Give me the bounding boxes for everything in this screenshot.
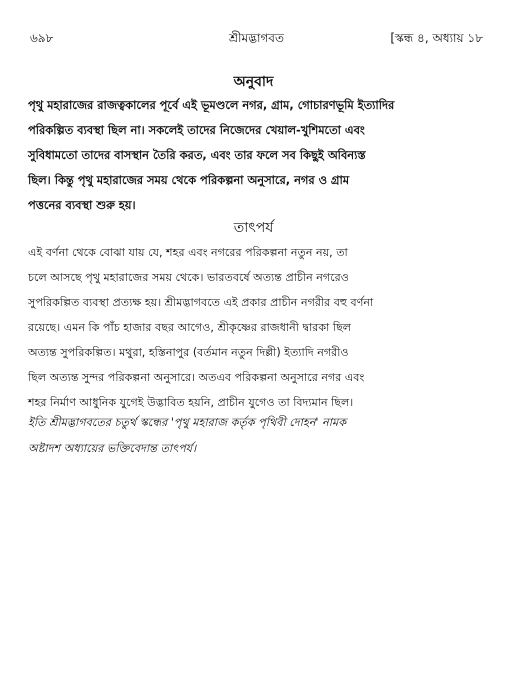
translation-line: পরিকল্পিত ব্যবস্থা ছিল না। সকলেই তাদের নিজেদের খেয়াল-খুশিমতো এবং [28, 123, 365, 137]
translation-line: পৃথু মহারাজের রাজত্বকালের পূর্বে এই ভূমণ্ডলে নগর, গ্রাম, গোচারণভূমি ইত্যাদির [28, 98, 395, 112]
translation-paragraph [28, 93, 476, 218]
purport-line: অত্যন্ত সুপরিকল্পিত। মথুরা, হস্তিনাপুর (বর্তমান নতুন দিল্লী) ইত্যাদি নগরীও [28, 346, 349, 359]
colophon-line: অষ্টাদশ অধ্যায়ের ভক্তিবেদান্ত তাৎপর্য। [28, 442, 197, 455]
translation-heading: অনুবাদ [233, 74, 274, 90]
purport-line: রয়েছে। এমন কি পাঁচ হাজার বছর আগেও, শ্রীকৃষ্ণের রাজধানী দ্বারকা ছিল [28, 321, 352, 334]
translation-line: পত্তনের ব্যবস্থা শুরু হয়। [28, 198, 136, 212]
page-number: ৬৯৮ [30, 31, 54, 45]
chapter-colophon [28, 410, 476, 462]
purport-line: শহর নির্মাণ আধুনিক যুগেই উদ্ভাবিত হয়নি, প্রাচীন যুগেও তা বিদ্যমান ছিল। [28, 396, 354, 409]
purport-paragraph [28, 240, 476, 415]
purport-line: চলে আসছে পৃথু মহারাজের সময় থেকে। ভারতবর্ষে অত্যন্ত প্রাচীন নগরেও [28, 271, 349, 284]
running-header [28, 30, 485, 52]
purport-line: সুপরিকল্পিত ব্যবস্থা প্রত্যক্ষ হয়। শ্রীমদ্ভাগবতে এই প্রকার প্রাচীন নগরীর বহু বর্ণনা [28, 296, 374, 309]
section-reference: [স্কন্ধ ৪, অধ্যায় ১৮ [390, 31, 483, 45]
translation-line: সুবিধামতো তাদের বাসস্থান তৈরি করত, এবং তার ফলে সব কিছুই অবিন্যস্ত [28, 148, 366, 162]
colophon-line: ইতি শ্রীমদ্ভাগবতের চতুর্থ স্কন্ধের 'পৃথু মহারাজ কর্তৃক পৃথিবী দোহন' নামক [28, 416, 347, 429]
purport-line: ছিল অত্যন্ত সুন্দর পরিকল্পনা অনুসারে। অতএব পরিকল্পনা অনুসারে নগর এবং [28, 371, 365, 384]
purport-heading: তাৎপর্য [233, 220, 274, 236]
book-title: শ্রীমদ্ভাগবত [228, 31, 284, 45]
translation-line: ছিল। কিন্তু পৃথু মহারাজের সময় থেকে পরিকল্পনা অনুসারে, নগর ও গ্রাম [28, 173, 350, 187]
purport-line: এই বর্ণনা থেকে বোঝা যায় যে, শহর এবং নগরের পরিকল্পনা নতুন নয়, তা [28, 246, 348, 259]
